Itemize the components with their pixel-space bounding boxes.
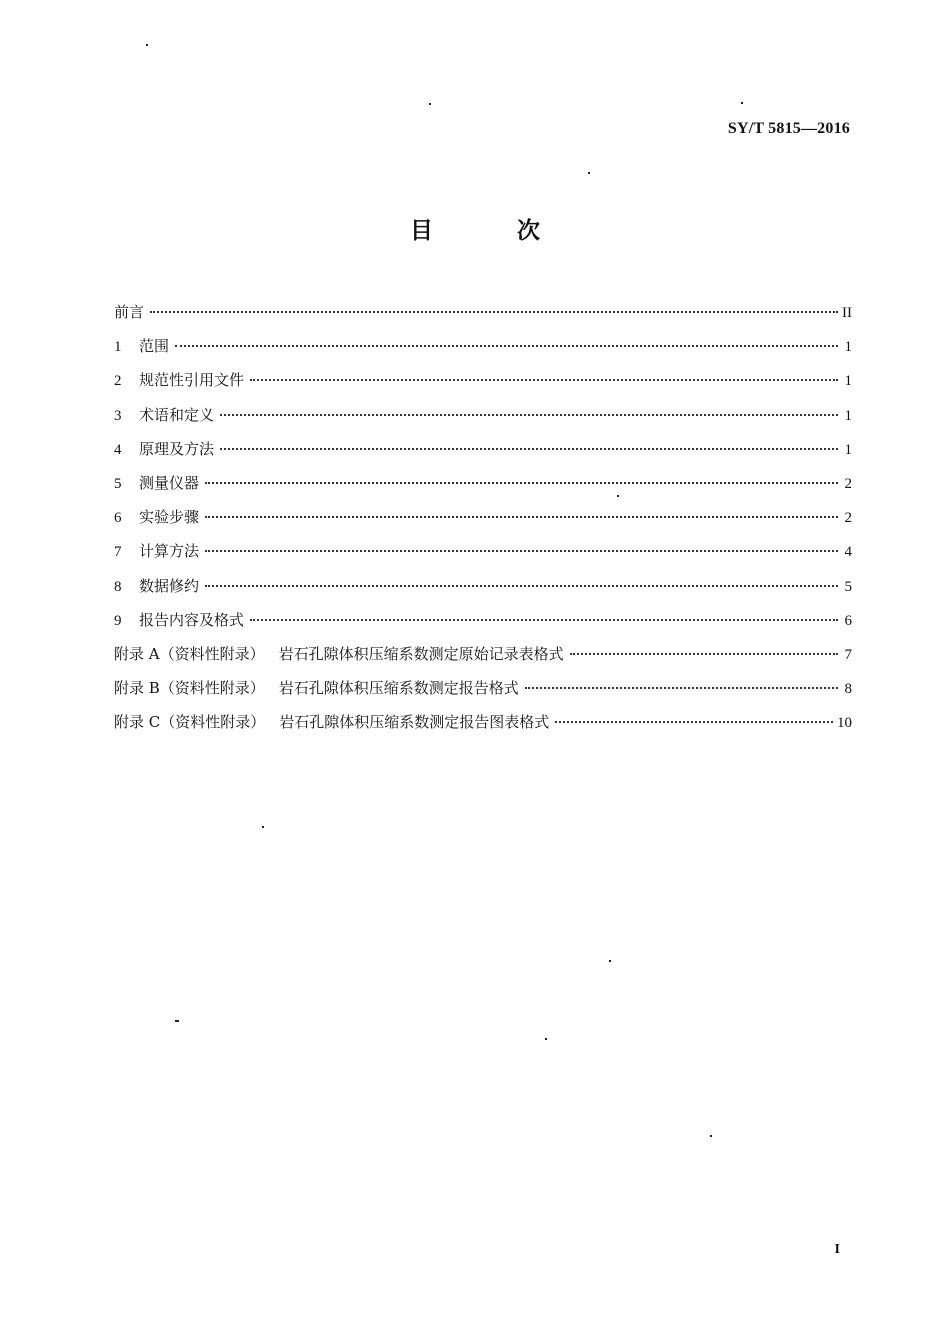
scan-speck: [146, 44, 148, 46]
annex-title: 岩石孔隙体积压缩系数测定报告图表格式: [279, 713, 550, 732]
annex-label: 附录 A（资料性附录）: [114, 644, 265, 663]
toc-entry-page: 6: [844, 612, 852, 629]
toc-entry-label: 实验步骤: [139, 508, 200, 527]
scan-speck: [609, 960, 611, 962]
annex-label: 附录 C（资料性附录）: [114, 713, 266, 732]
toc-entry-annex-a[interactable]: [114, 642, 852, 676]
toc-entry-label: 计算方法: [139, 542, 200, 561]
toc-entry-page: 1: [844, 407, 852, 424]
toc-entry-label: [114, 710, 549, 734]
toc-entry-page: 7: [844, 646, 852, 663]
toc-entry-procedure[interactable]: [114, 505, 852, 539]
toc-entry-page: II: [842, 305, 852, 321]
toc-entry-number: 5: [114, 475, 122, 492]
toc-entry-page: 4: [844, 544, 852, 561]
toc-entry-label: 范围: [139, 337, 170, 356]
toc-entry-label: 原理及方法: [139, 439, 215, 458]
toc-entry-page: 5: [844, 578, 852, 595]
scan-speck: [710, 1135, 712, 1137]
scan-speck: [262, 826, 264, 828]
toc-entry-number: 8: [114, 578, 122, 595]
toc-entry-page: 1: [844, 441, 852, 458]
toc-leader-dots: [150, 311, 838, 313]
toc-entry-label: 报告内容及格式: [139, 610, 245, 629]
scan-speck: [429, 103, 431, 105]
toc-entry-label: 数据修约: [139, 576, 200, 595]
toc-entry-terms-definitions[interactable]: [114, 403, 852, 437]
scan-speck: [588, 172, 590, 174]
toc-entry-annex-b[interactable]: [114, 676, 852, 710]
toc-entry-label: 规范性引用文件: [139, 371, 245, 390]
toc-leader-dots: [525, 687, 838, 689]
toc-entry-label: 测量仪器: [139, 473, 200, 492]
toc-entry-number: 6: [114, 510, 122, 527]
toc-entry-label: 前言: [114, 303, 145, 321]
toc-entry-number: 3: [114, 407, 122, 424]
toc-entry-label: [114, 642, 564, 666]
toc-leader-dots: [205, 482, 838, 484]
toc-entry-annex-c[interactable]: [114, 710, 852, 744]
toc-leader-dots: [205, 550, 838, 552]
scan-speck: [741, 102, 743, 104]
page-title: 目 次: [409, 218, 578, 244]
scan-speck: [175, 1020, 179, 1022]
toc-entry-page: 1: [844, 339, 852, 356]
toc-leader-dots: [175, 345, 838, 347]
standard-number: SY/T 5815—2016: [727, 120, 850, 137]
toc-entry-number: 2: [114, 373, 122, 390]
toc-entry-number: 1: [114, 339, 122, 356]
toc-entry-report[interactable]: [114, 608, 852, 642]
toc-leader-dots: [205, 585, 838, 587]
toc-leader-dots: [220, 414, 838, 416]
scan-speck: [545, 1038, 547, 1040]
toc-entry-rounding[interactable]: [114, 574, 852, 608]
toc-entry-number: 7: [114, 544, 122, 561]
toc-entry-page: 2: [844, 510, 852, 527]
toc-entry-page: 2: [844, 475, 852, 492]
toc-entry-number: 9: [114, 612, 122, 629]
toc-entry-page: 10: [837, 715, 852, 732]
toc-leader-dots: [250, 379, 838, 381]
toc-entry-page: 8: [844, 681, 852, 698]
toc-entry-calculation[interactable]: [114, 539, 852, 573]
scan-speck: [617, 495, 619, 497]
annex-title: 岩石孔隙体积压缩系数测定原始记录表格式: [278, 644, 564, 663]
toc-leader-dots: [555, 721, 833, 723]
toc-entry-instruments[interactable]: [114, 471, 852, 505]
toc-entry-page: 1: [844, 373, 852, 390]
toc-entry-label: [114, 676, 519, 700]
toc-leader-dots: [220, 448, 838, 450]
toc-entry-principle-method[interactable]: [114, 437, 852, 471]
annex-title: 岩石孔隙体积压缩系数测定报告格式: [278, 679, 519, 698]
toc-leader-dots: [570, 653, 838, 655]
toc-leader-dots: [205, 516, 838, 518]
toc-leader-dots: [250, 619, 838, 621]
toc-entry-label: 术语和定义: [139, 405, 215, 424]
toc-entry-scope[interactable]: [114, 334, 852, 368]
table-of-contents: [114, 300, 852, 744]
toc-entry-foreword[interactable]: [114, 300, 852, 334]
toc-entry-normative-references[interactable]: [114, 368, 852, 402]
annex-label: 附录 B（资料性附录）: [114, 679, 265, 698]
page-number: I: [834, 1242, 840, 1257]
toc-entry-number: 4: [114, 441, 122, 458]
